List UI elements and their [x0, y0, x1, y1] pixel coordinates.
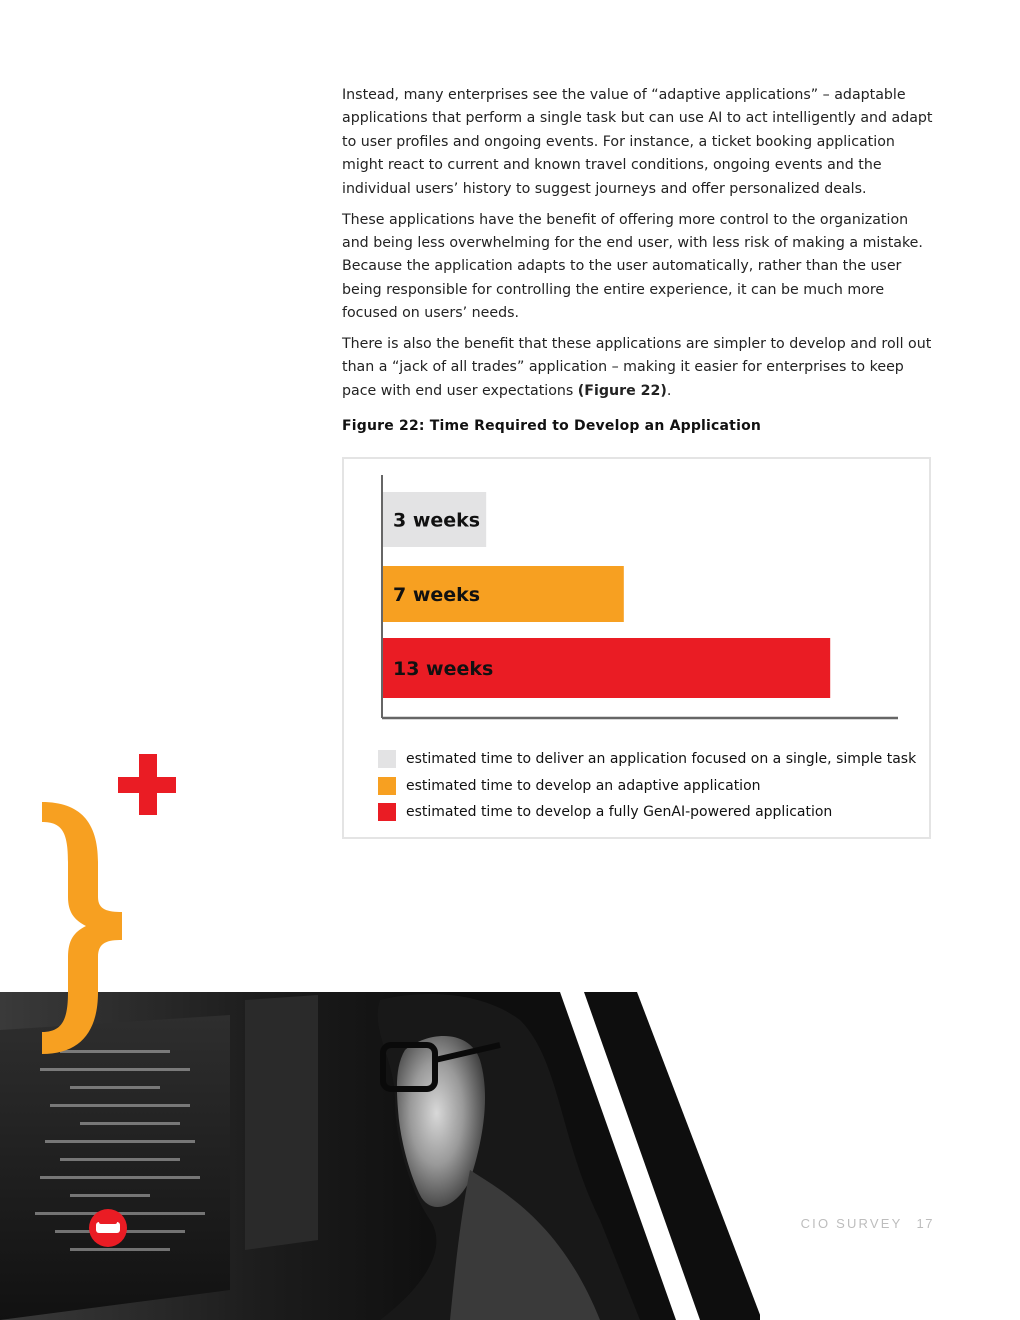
figure-reference: (Figure 22)	[577, 382, 667, 399]
legend-swatch	[378, 803, 396, 821]
red-plus-icon	[118, 754, 178, 816]
hero-photo	[0, 990, 1020, 1320]
bar-data-label: 13 weeks	[393, 658, 494, 680]
bar-data-label: 7 weeks	[393, 584, 481, 606]
legend-item	[378, 799, 916, 826]
footer-label: CIO SURVEY	[800, 1216, 903, 1231]
bar-data-label: 3 weeks	[393, 509, 481, 532]
chart-legend	[378, 746, 916, 826]
bar-chart	[344, 459, 929, 739]
paragraph-3-end: .	[666, 382, 672, 399]
orange-curly-brace	[40, 792, 124, 1060]
legend-swatch	[378, 777, 396, 795]
legend-swatch	[378, 750, 396, 768]
legend-item	[378, 746, 916, 773]
paragraph-2: These applications have the benefit of offering more control to the organization and being less overwhelming for the end user, with less risk of making a mistake. Because the application adapts to the user automatically, rather than the user being responsible for controlling the entire experience, it can be much more focused on users’ needs.	[342, 211, 923, 322]
paragraph-3-text: There is also the benefit that these applications are simpler to develop and roll out than a “jack of all trades” application – making it easier for enterprises to keep pace with end user expectations	[342, 336, 932, 399]
figure-caption: Figure 22: Time Required to Develop an Application	[342, 418, 762, 434]
legend-item	[378, 773, 916, 800]
paragraph-1: Instead, many enterprises see the value of “adaptive applications” – adaptable applications that perform a single task but can use AI to act intelligently and adapt to user profiles and ongoing events. For instance, a ticket booking application might react to current and known travel conditions, ongoing events and the individual users’ history to suggest journeys and offer personalized deals.	[342, 87, 933, 197]
legend-label: estimated time to develop a fully GenAI-powered application	[406, 804, 833, 821]
body-text	[342, 84, 934, 411]
legend-label: estimated time to deliver an application focused on a single, simple task	[406, 751, 917, 768]
page-number: 17	[916, 1216, 934, 1231]
paragraph-3	[342, 333, 934, 403]
chart-container	[342, 457, 931, 839]
legend-label: estimated time to develop an adaptive application	[406, 777, 761, 794]
page-footer	[0, 1216, 934, 1231]
